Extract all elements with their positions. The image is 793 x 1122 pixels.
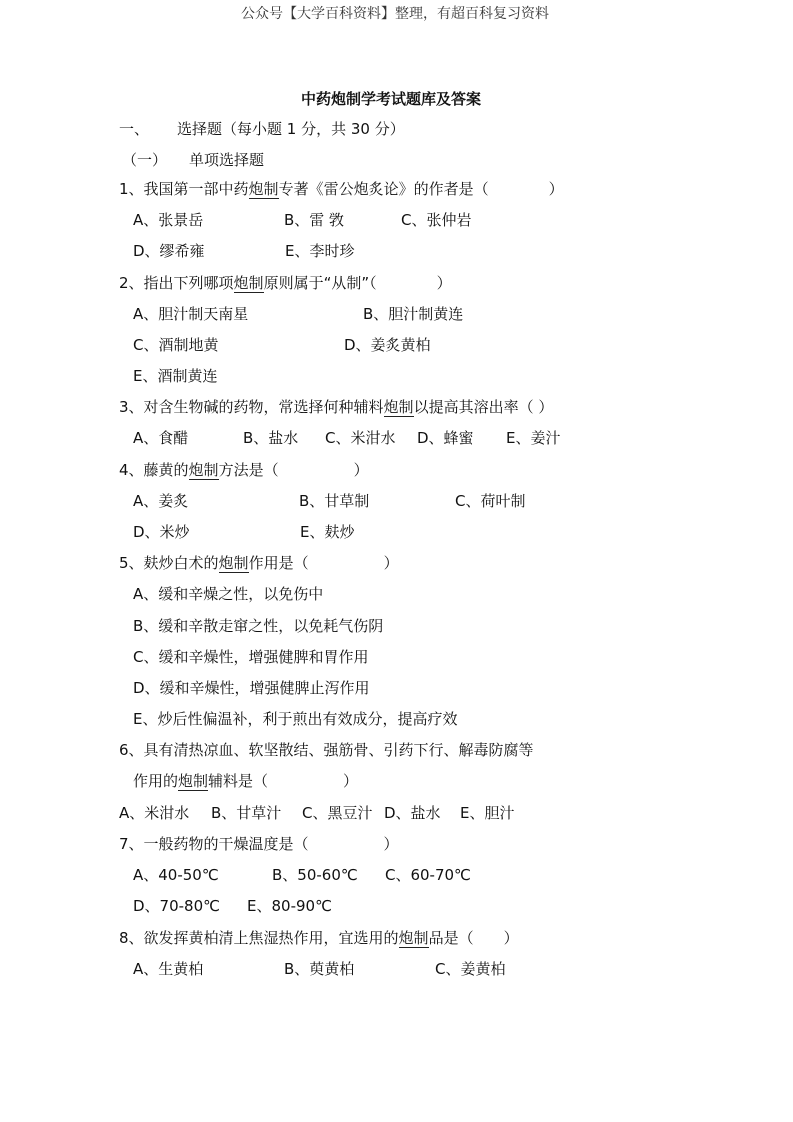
underlined-term: 炮制 — [398, 929, 429, 947]
question-text: 方法是（ ） — [218, 461, 369, 479]
section-label: 选择题（每小题 1 分，共 30 分） — [177, 120, 405, 138]
option: E、姜汁 — [506, 429, 561, 447]
option: A、米泔水 — [119, 804, 190, 822]
question-text: 4、藤黄的 — [119, 461, 189, 479]
underlined-term: 炮制 — [218, 554, 249, 572]
question-7: 7、一般药物的干燥温度是（ ） — [119, 835, 399, 853]
question-text: 以提高其溶出率（ ） — [413, 398, 554, 416]
option: D、姜炙黄柏 — [344, 336, 431, 354]
option: D、缪希雍 — [133, 242, 205, 260]
option: D、米炒 — [133, 523, 190, 541]
subsection-label: 单项选择题 — [189, 151, 265, 169]
underlined-term: 炮制 — [233, 274, 264, 292]
option: B、萸黄柏 — [284, 960, 355, 978]
question-6: 6、具有清热凉血、软坚散结、强筋骨、引药下行、解毒防腐等 — [119, 741, 534, 759]
option: E、李时珍 — [285, 242, 355, 260]
option: E、炒后性偏温补，利于煎出有效成分，提高疗效 — [133, 710, 458, 728]
subsection-heading — [122, 151, 264, 169]
question-text: 3、对含生物碱的药物，常选择何种辅料 — [119, 398, 384, 416]
question-text: 品是（ ） — [428, 929, 519, 947]
option: B、甘草制 — [299, 492, 370, 510]
option: B、50-60℃ — [272, 866, 358, 884]
question-1 — [119, 180, 564, 198]
option: E、胆汁 — [460, 804, 515, 822]
question-5 — [119, 554, 399, 572]
option: A、缓和辛燥之性，以免伤中 — [133, 585, 324, 603]
option: B、雷 敩 — [284, 211, 345, 229]
option: C、荷叶制 — [455, 492, 526, 510]
option: D、缓和辛燥性，增强健脾止泻作用 — [133, 679, 370, 697]
option: A、姜炙 — [133, 492, 189, 510]
option: A、食醋 — [133, 429, 189, 447]
underlined-term: 炮制 — [248, 180, 279, 198]
question-3 — [119, 398, 553, 416]
option: A、40-50℃ — [133, 866, 219, 884]
option: E、酒制黄连 — [133, 367, 218, 385]
underlined-term: 炮制 — [383, 398, 414, 416]
underlined-term: 炮制 — [178, 772, 209, 790]
question-text: 1、我国第一部中药 — [119, 180, 249, 198]
option: C、黑豆汁 — [302, 804, 373, 822]
option: C、张仲岩 — [401, 211, 472, 229]
subsection-number: （一） — [122, 151, 168, 169]
option: C、缓和辛燥性，增强健脾和胃作用 — [133, 648, 369, 666]
option: B、甘草汁 — [211, 804, 282, 822]
option: A、张景岳 — [133, 211, 204, 229]
option: B、盐水 — [243, 429, 299, 447]
option: C、酒制地黄 — [133, 336, 219, 354]
question-text: 8、欲发挥黄柏清上焦湿热作用，宜选用的 — [119, 929, 399, 947]
question-4 — [119, 461, 369, 479]
option: C、姜黄柏 — [435, 960, 506, 978]
question-text: 专著《雷公炮炙论》的作者是（ ） — [278, 180, 564, 198]
option: C、60-70℃ — [385, 866, 471, 884]
question-text: 原则属于“从制”（ ） — [263, 274, 452, 292]
page-header: 公众号【大学百科资料】整理，有超百科复习资料 — [241, 6, 549, 22]
question-text: 辅料是（ ） — [208, 772, 359, 790]
question-6-continued — [133, 772, 358, 790]
option: B、缓和辛散走窜之性，以免耗气伤阴 — [133, 617, 384, 635]
document-title: 中药炮制学考试题库及答案 — [301, 90, 482, 108]
option: E、麸炒 — [300, 523, 355, 541]
option: E、80-90℃ — [247, 897, 332, 915]
underlined-term: 炮制 — [188, 461, 219, 479]
section-heading — [119, 120, 405, 138]
option: D、蜂蜜 — [417, 429, 474, 447]
option: D、盐水 — [384, 804, 441, 822]
option: B、胆汁制黄连 — [363, 305, 464, 323]
question-text: 2、指出下列哪项 — [119, 274, 234, 292]
question-8 — [119, 929, 519, 947]
question-text: 作用的 — [133, 772, 179, 790]
option: A、胆汁制天南星 — [133, 305, 249, 323]
section-number: 一、 — [119, 120, 150, 138]
question-text: 5、麸炒白术的 — [119, 554, 219, 572]
option: C、米泔水 — [325, 429, 396, 447]
option: A、生黄柏 — [133, 960, 204, 978]
option: D、70-80℃ — [133, 897, 220, 915]
question-2 — [119, 274, 452, 292]
question-text: 作用是（ ） — [248, 554, 399, 572]
